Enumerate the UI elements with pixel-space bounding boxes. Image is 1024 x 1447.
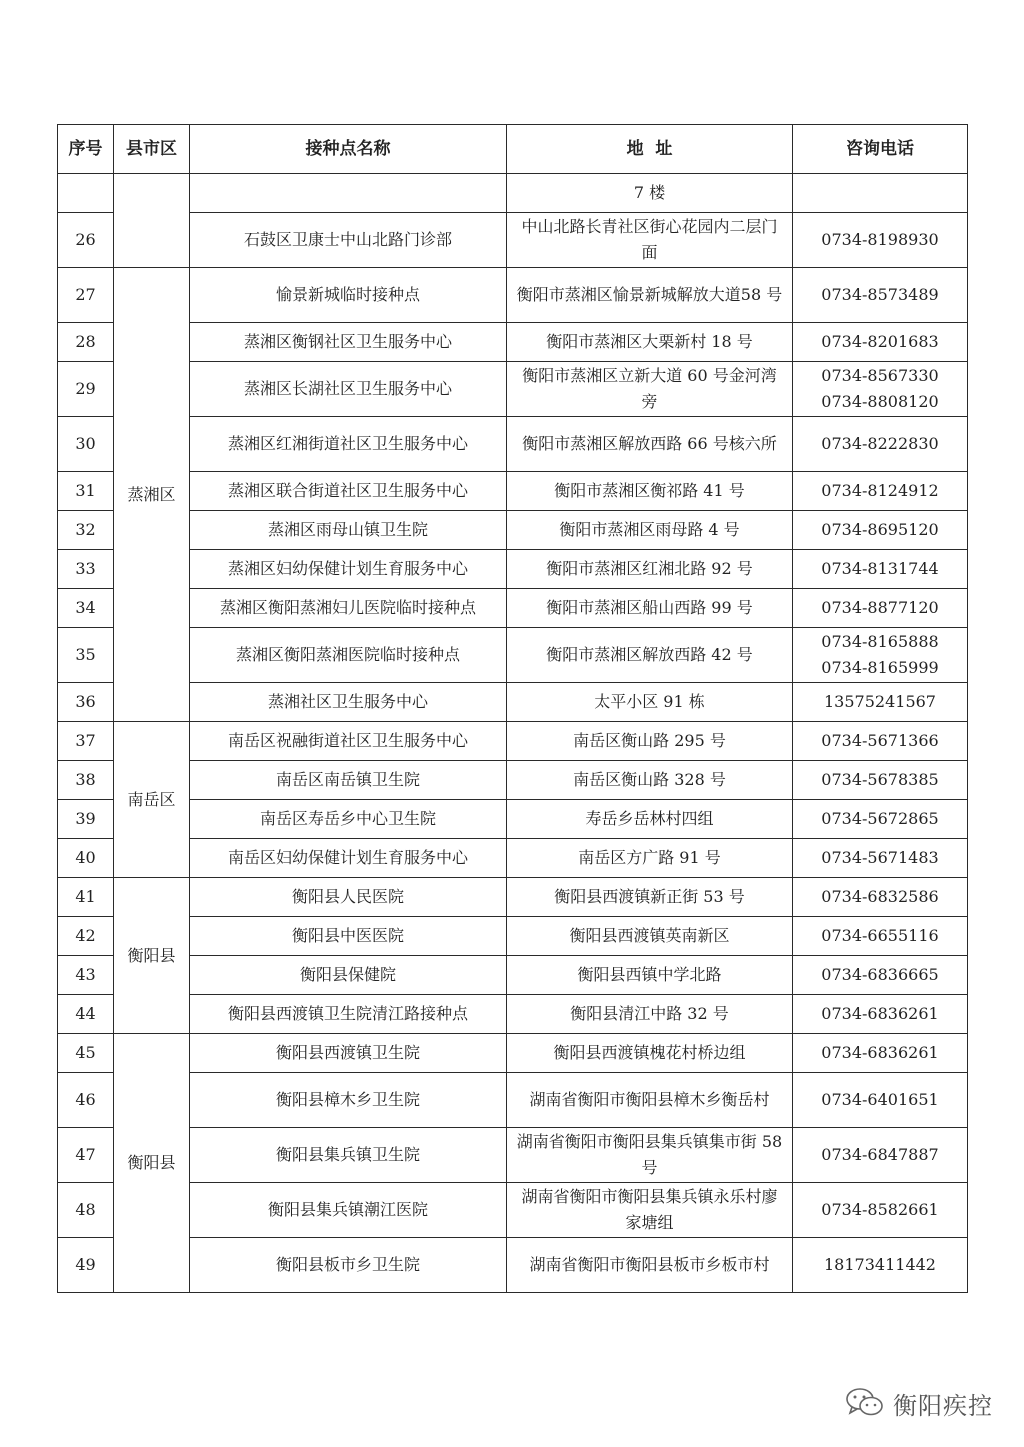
serial-cell: 47 [58,1128,114,1183]
table-row [58,323,968,362]
table-row [58,839,968,878]
phone-number: 0734-6836261 [821,1043,939,1062]
phone-number: 0734-6836665 [821,965,939,984]
wechat-icon [845,1386,885,1420]
district-cell [114,174,190,268]
phone-number: 0734-6655116 [821,926,939,945]
table-row [58,722,968,761]
table-row [58,1128,968,1183]
address-cell: 太平小区 91 栋 [507,683,793,722]
site-name-cell: 衡阳县西渡镇卫生院 [190,1034,507,1073]
serial-cell: 27 [58,268,114,323]
phone-number: 0734-8695120 [821,520,939,539]
address-cell: 衡阳县西渡镇英南新区 [507,917,793,956]
site-name-cell: 蒸湘区雨母山镇卫生院 [190,511,507,550]
phone-number: 0734-8165999 [821,658,939,677]
phone-cell [793,917,968,956]
phone-cell [793,1073,968,1128]
serial-cell: 36 [58,683,114,722]
phone-cell [793,323,968,362]
serial-cell: 37 [58,722,114,761]
phone-number: 0734-6832586 [821,887,939,906]
address-cell: 衡阳市蒸湘区解放西路 42 号 [507,628,793,683]
table-row [58,1073,968,1128]
header-district: 县市区 [114,125,190,174]
site-name-cell: 蒸湘区长湖社区卫生服务中心 [190,362,507,417]
table-row [58,589,968,628]
district-cell: 蒸湘区 [114,268,190,722]
table-row [58,268,968,323]
phone-cell [793,550,968,589]
phone-cell [793,683,968,722]
address-cell: 7 楼 [507,174,793,213]
table-row [58,800,968,839]
site-name-cell: 蒸湘区联合街道社区卫生服务中心 [190,472,507,511]
site-name-cell: 衡阳县保健院 [190,956,507,995]
table-row [58,472,968,511]
district-cell: 南岳区 [114,722,190,878]
table-body [58,174,968,1293]
watermark [845,1383,993,1423]
site-name-cell: 南岳区南岳镇卫生院 [190,761,507,800]
phone-number: 0734-8573489 [821,285,939,304]
phone-cell [793,956,968,995]
table-row [58,511,968,550]
header-address: 地 址 [507,125,793,174]
address-cell: 衡阳县清江中路 32 号 [507,995,793,1034]
serial-cell: 34 [58,589,114,628]
phone-cell [793,417,968,472]
vaccination-sites-table [57,124,968,1293]
table-row [58,550,968,589]
site-name-cell: 衡阳县樟木乡卫生院 [190,1073,507,1128]
site-name-cell: 蒸湘区衡阳蒸湘医院临时接种点 [190,628,507,683]
phone-number: 0734-8582661 [821,1200,939,1219]
site-name-cell: 衡阳县人民医院 [190,878,507,917]
table-row [58,878,968,917]
header-serial: 序号 [58,125,114,174]
serial-cell: 28 [58,323,114,362]
address-cell: 衡阳市蒸湘区解放西路 66 号核六所 [507,417,793,472]
address-cell: 衡阳市蒸湘区大栗新村 18 号 [507,323,793,362]
serial-cell: 48 [58,1183,114,1238]
phone-cell [793,268,968,323]
site-name-cell: 衡阳县集兵镇卫生院 [190,1128,507,1183]
table-row [58,1238,968,1293]
site-name-cell: 蒸湘区衡阳蒸湘妇儿医院临时接种点 [190,589,507,628]
serial-cell: 46 [58,1073,114,1128]
phone-cell [793,589,968,628]
table-row [58,917,968,956]
address-cell: 衡阳县西渡镇槐花村桥边组 [507,1034,793,1073]
address-cell: 衡阳市蒸湘区衡祁路 41 号 [507,472,793,511]
phone-cell [793,761,968,800]
address-cell: 中山北路长青社区街心花园内二层门面 [507,213,793,268]
serial-cell: 44 [58,995,114,1034]
serial-cell: 40 [58,839,114,878]
address-cell: 湖南省衡阳市衡阳县樟木乡衡岳村 [507,1073,793,1128]
address-cell: 衡阳市蒸湘区红湘北路 92 号 [507,550,793,589]
phone-cell [793,878,968,917]
phone-number: 0734-8567330 [821,366,939,385]
serial-cell: 26 [58,213,114,268]
phone-cell [793,1183,968,1238]
serial-cell: 43 [58,956,114,995]
site-name-cell: 衡阳县西渡镇卫生院清江路接种点 [190,995,507,1034]
phone-cell [793,472,968,511]
address-cell: 衡阳县西渡镇新正街 53 号 [507,878,793,917]
header-site-name: 接种点名称 [190,125,507,174]
site-name-cell: 南岳区祝融街道社区卫生服务中心 [190,722,507,761]
phone-number: 0734-8877120 [821,598,939,617]
phone-cell [793,628,968,683]
address-cell: 南岳区方广路 91 号 [507,839,793,878]
site-name-cell: 愉景新城临时接种点 [190,268,507,323]
address-cell: 衡阳市蒸湘区雨母路 4 号 [507,511,793,550]
address-cell: 衡阳县西镇中学北路 [507,956,793,995]
serial-cell: 42 [58,917,114,956]
phone-number: 0734-8165888 [821,632,939,651]
address-cell: 南岳区衡山路 295 号 [507,722,793,761]
serial-cell: 45 [58,1034,114,1073]
serial-cell: 29 [58,362,114,417]
phone-number: 0734-6847887 [821,1145,939,1164]
phone-cell [793,1238,968,1293]
phone-number: 0734-8198930 [821,230,939,249]
table-row [58,362,968,417]
address-cell: 衡阳市蒸湘区船山西路 99 号 [507,589,793,628]
phone-number: 0734-5671483 [821,848,939,867]
district-cell: 衡阳县 [114,1034,190,1293]
serial-cell: 35 [58,628,114,683]
phone-cell [793,362,968,417]
site-name-cell: 衡阳县中医医院 [190,917,507,956]
watermark-text: 衡阳疾控 [893,1391,993,1420]
phone-cell [793,213,968,268]
serial-cell: 38 [58,761,114,800]
site-name-cell: 石鼓区卫康士中山北路门诊部 [190,213,507,268]
phone-number: 0734-5671366 [821,731,939,750]
table-row [58,761,968,800]
serial-cell: 39 [58,800,114,839]
phone-number: 18173411442 [824,1255,936,1274]
phone-number: 0734-8808120 [821,392,939,411]
site-name-cell: 蒸湘区红湘街道社区卫生服务中心 [190,417,507,472]
serial-cell: 32 [58,511,114,550]
address-cell: 湖南省衡阳市衡阳县集兵镇集市街 58 号 [507,1128,793,1183]
table-row [58,995,968,1034]
phone-cell [793,1034,968,1073]
table-row [58,628,968,683]
site-name-cell: 衡阳县集兵镇潮江医院 [190,1183,507,1238]
site-name-cell [190,174,507,213]
serial-cell: 31 [58,472,114,511]
table-row [58,174,968,213]
address-cell: 湖南省衡阳市衡阳县板市乡板市村 [507,1238,793,1293]
serial-cell: 30 [58,417,114,472]
address-cell: 衡阳市蒸湘区愉景新城解放大道58 号 [507,268,793,323]
address-cell: 寿岳乡岳林村四组 [507,800,793,839]
address-cell: 南岳区衡山路 328 号 [507,761,793,800]
district-cell: 衡阳县 [114,878,190,1034]
address-cell: 湖南省衡阳市衡阳县集兵镇永乐村廖家塘组 [507,1183,793,1238]
phone-cell [793,1128,968,1183]
site-name-cell: 南岳区妇幼保健计划生育服务中心 [190,839,507,878]
table-row [58,213,968,268]
serial-cell [58,174,114,213]
phone-number: 0734-8222830 [821,434,939,453]
phone-number: 13575241567 [824,692,936,711]
phone-number: 0734-6836261 [821,1004,939,1023]
serial-cell: 33 [58,550,114,589]
phone-cell [793,722,968,761]
phone-number: 0734-8124912 [821,481,939,500]
phone-number: 0734-6401651 [821,1090,939,1109]
table-row [58,683,968,722]
phone-number: 0734-8131744 [821,559,939,578]
table-row [58,417,968,472]
serial-cell: 41 [58,878,114,917]
phone-cell [793,839,968,878]
phone-cell [793,511,968,550]
address-cell: 衡阳市蒸湘区立新大道 60 号金河湾旁 [507,362,793,417]
site-name-cell: 蒸湘社区卫生服务中心 [190,683,507,722]
phone-number: 0734-8201683 [821,332,939,351]
phone-cell [793,800,968,839]
site-name-cell: 衡阳县板市乡卫生院 [190,1238,507,1293]
table-row [58,1183,968,1238]
phone-cell [793,995,968,1034]
phone-number: 0734-5678385 [821,770,939,789]
phone-number: 0734-5672865 [821,809,939,828]
header-phone: 咨询电话 [793,125,968,174]
phone-cell [793,174,968,213]
table-row [58,956,968,995]
site-name-cell: 蒸湘区衡钢社区卫生服务中心 [190,323,507,362]
table-header-row [58,125,968,174]
site-name-cell: 蒸湘区妇幼保健计划生育服务中心 [190,550,507,589]
serial-cell: 49 [58,1238,114,1293]
table-row [58,1034,968,1073]
site-name-cell: 南岳区寿岳乡中心卫生院 [190,800,507,839]
